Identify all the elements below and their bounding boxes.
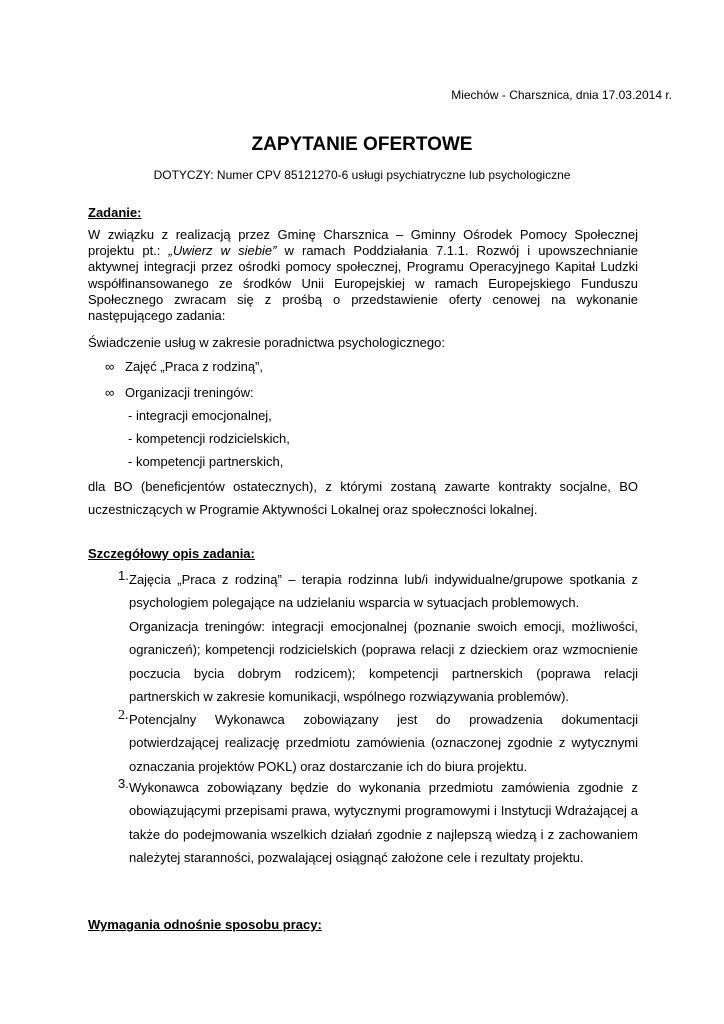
zadanie-paragraph — [88, 227, 638, 324]
sub-item: - kompetencji partnerskich, — [128, 454, 284, 469]
section-heading-zadanie: Zadanie: — [88, 205, 142, 220]
list-item — [88, 568, 638, 708]
bullet-text: Organizacji treningów: — [125, 385, 254, 400]
item-number: 1. — [118, 568, 129, 583]
list-item — [88, 708, 638, 778]
item-number: 3. — [118, 776, 129, 791]
item-text: Potencjalny Wykonawca zobowiązany jest do prowadzenia dokumentacji potwierdzającej realizację przedmiotu zamówienia (oznaczonej zgodnie z wytycznymi oznaczania projektów POKL) oraz dostarczanie ich do biura projektu. — [129, 712, 638, 774]
project-name: „Uwierz w siebie” — [168, 243, 277, 259]
date-line: Miechów - Charsznica, dnia 17.03.2014 r. — [451, 88, 672, 102]
section-heading-opis: Szczegółowy opis zadania: — [88, 546, 255, 561]
section-heading-wymagania: Wymagania odnośnie sposobu pracy: — [88, 917, 322, 932]
item-extra-text: Organizacja treningów: integracji emocjonalnej (poznanie swoich emocji, możliwości, ograniczeń); kompetencji rodzicielskich (poprawa relacji z dzieckiem oraz wzmocnienie poczucia bycia dobrym rodzicem); kompetencji partnerskich (poprawa relacji partnerskich w zakresie komunikacji, wspólnego rozwiązywania problemów). — [129, 618, 638, 705]
bullet-item — [105, 359, 263, 374]
zadanie-paragraph-start: W związku z realizacją przez Gminę Charsznica – Gminny Ośrodek Pomocy Społecznej projektu pt.: — [88, 227, 638, 259]
item-text: Wykonawca zobowiązany będzie do wykonania przedmiotu zamówienia zgodnie z obowiązującymi przepisami prawa, wytycznymi programowymi i Instytucji Wdrażającej a także do podejmowania wszelkich działań zgodnie z najlepszą wiedzą i z zachowaniem należytej staranności, pozwalającej osiągnąć założone cele i rezultaty projektu. — [129, 780, 638, 866]
services-intro: Świadczenie usług w zakresie poradnictwa psychologicznego: — [88, 335, 445, 350]
zadanie-closing: dla BO (beneficjentów ostatecznych), z którymi zostaną zawarte kontrakty socjalne, BO uczestniczących w Programie Aktywności Lokalnej oraz społeczności lokalnej. — [88, 479, 638, 518]
document-subtitle: DOTYCZY: Numer CPV 85121270-6 usługi psychiatryczne lub psychologiczne — [153, 168, 571, 182]
list-item — [88, 776, 638, 870]
infinity-bullet-icon: ∞ — [105, 359, 115, 374]
sub-item: - kompetencji rodzicielskich, — [128, 431, 290, 446]
bullet-item — [105, 385, 254, 400]
item-number: 2. — [118, 708, 129, 723]
sub-item: - integracji emocjonalnej, — [128, 408, 272, 423]
document-title: ZAPYTANIE OFERTOWE — [251, 134, 473, 155]
zadanie-paragraph-end: w ramach Poddziałania 7.1.1. Rozwój i upowszechnianie aktywnej integracji przez ośrodki pomocy społecznej, Programu Operacyjnego Kapitał Ludzki współfinansowanego ze środków Unii Europejskiej w ramach Europejskiego Funduszu Społecznego zwracam się z prośbą o przedstawienie oferty cenowej na wykonanie następującego zadania: — [88, 243, 638, 324]
bullet-text: Zajęć „Praca z rodziną”, — [125, 359, 263, 374]
infinity-bullet-icon: ∞ — [105, 385, 115, 400]
item-text: Zajęcia „Praca z rodziną” – terapia rodzinna lub/i indywidualne/grupowe spotkania z psychologiem polegające na udzielaniu wsparcia w sytuacjach problemowych. — [129, 572, 638, 611]
